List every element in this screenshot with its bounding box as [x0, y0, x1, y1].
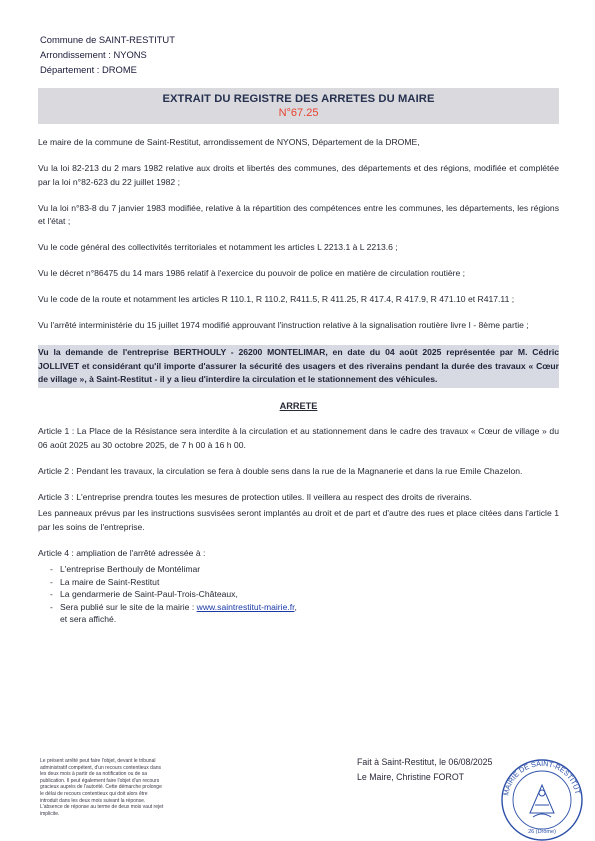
highlighted-request: Vu la demande de l'entreprise BERTHOULY - 26200 MONTELIMAR, en date du 04 août 2025 représentée par M. Cédric JOLLIVET et considérant qu'il importe d'assurer la sécurité des usagers et des riverains pendant la durée des travaux « Cœur de village », à Saint-Restitut - il y a lieu d'interdire la circulation et le stationnement des véhicules.	[38, 345, 559, 388]
visa-arrete-1974: Vu l'arrêté interministérie du 15 juillet 1974 modifié approuvant l'instruction relative à la signalisation routière livre I - 8ème partie ;	[38, 320, 529, 330]
legal-footnote: Le présent arrêté peut faire l'objet, devant le tribunal administratif compétent, d'un recours contentieux dans les deux mois à partir de sa notification ou de sa publication. Il peut également faire l'objet d'un recours gracieux auprès de l'autorité. Cette démarche prolonge le délai de recours contentieux qui doit alors être introduit dans les deux mois suivant la réponse. L'absence de réponse au terme de deux mois vaut rejet implicite.	[40, 758, 164, 817]
mairie-seal-stamp	[497, 755, 587, 841]
visa-cgct: Vu le code général des collectivités territoriales et notamment les articles L 2213.1 à L 2213.6 ;	[38, 242, 398, 252]
seal-subtext: 26 (Drôme)	[528, 829, 556, 835]
list-item	[50, 563, 559, 576]
dash-bullet: -	[50, 589, 53, 599]
mairie-website-link[interactable]: www.saintrestitut-mairie.fr	[196, 601, 295, 612]
arrete-heading: ARRETE	[279, 400, 318, 411]
recipient-maire: La maire de Saint-Restitut	[60, 576, 160, 587]
recipient-entreprise: L'entreprise Berthouly de Montélimar	[60, 564, 201, 574]
document-body	[38, 136, 559, 626]
web-suffix: ,	[294, 601, 297, 612]
seal-text: MAIRIE DE SAINT-RESTITUT	[501, 758, 583, 797]
departement-line: Département : DROME	[40, 64, 137, 75]
affichage-line: et sera affiché.	[60, 614, 117, 624]
arrondissement-line: Arrondissement : NYONS	[40, 49, 147, 60]
list-item	[50, 588, 559, 601]
dash-bullet: -	[50, 576, 53, 587]
dash-bullet: -	[50, 564, 53, 574]
list-item	[50, 576, 559, 589]
article-2: Article 2 : Pendant les travaux, la circulation se fera à double sens dans la rue de la Magnanerie et dans la rue Emile Chazelon.	[38, 465, 523, 476]
article-1: Article 1 : La Place de la Résistance sera interdite à la circulation et au stationnement dans le cadre des travaux « Cœur de village » du 06 août 2025 au 30 octobre 2025, de 7 h 00 à 16 h 00.	[38, 426, 559, 450]
administrative-header	[40, 32, 175, 77]
recipient-gendarmerie: La gendarmerie de Saint-Paul-Trois-Châteaux,	[60, 589, 238, 599]
article-3-signage: Les panneaux prévus par les instructions susvisées seront implantés au droit et de part et d'autre des rues et place citées dans l'article 1 par les soins de l'entreprise.	[38, 508, 559, 532]
visa-loi-83-8: Vu la loi n°83-8 du 7 janvier 1983 modifiée, relative à la répartition des compétences entre les communes, les départements, les régions et l'état ;	[38, 202, 559, 226]
title-banner	[38, 88, 559, 124]
article-4: Article 4 : ampliation de l'arrêté adressée à :	[38, 547, 206, 558]
ampliation-list	[50, 563, 559, 613]
list-item	[50, 601, 559, 614]
visa-loi-82-213: Vu la loi 82-213 du 2 mars 1982 relative aux droits et libertés des communes, des départements et des régions, modifiée et complétée par la loi n°82-623 du 22 juillet 1982 ;	[38, 163, 559, 187]
commune-line: Commune de SAINT-RESTITUT	[40, 34, 175, 45]
arrete-number: N°67.25	[278, 107, 319, 119]
dash-bullet: -	[50, 601, 53, 612]
signature-block	[357, 755, 492, 785]
seal-emblem	[530, 785, 554, 817]
document-title: EXTRAIT DU REGISTRE DES ARRETES DU MAIRE	[162, 93, 435, 105]
visa-code-route: Vu le code de la route et notamment les articles R 110.1, R 110.2, R411.5, R 411.25, R 417.4, R 417.9, R 471.10 et R417.11 ;	[38, 294, 515, 304]
mayor-name: Le Maire, Christine FOROT	[357, 772, 465, 782]
web-prefix: Sera publié sur le site de la mairie :	[60, 601, 197, 612]
place-date: Fait à Saint-Restitut, le 06/08/2025	[357, 757, 493, 767]
visa-decret-86475: Vu le décret n°86475 du 14 mars 1986 relatif à l'exercice du pouvoir de police en matière de circulation routière ;	[38, 268, 466, 278]
preamble-mayor: Le maire de la commune de Saint-Restitut, arrondissement de NYONS, Département de la DROME,	[38, 137, 420, 147]
article-3: Article 3 : L'entreprise prendra toutes les mesures de protection utiles. Il veillera au respect des droits de riverains.	[38, 491, 472, 502]
seal-inner-ring	[513, 771, 571, 829]
